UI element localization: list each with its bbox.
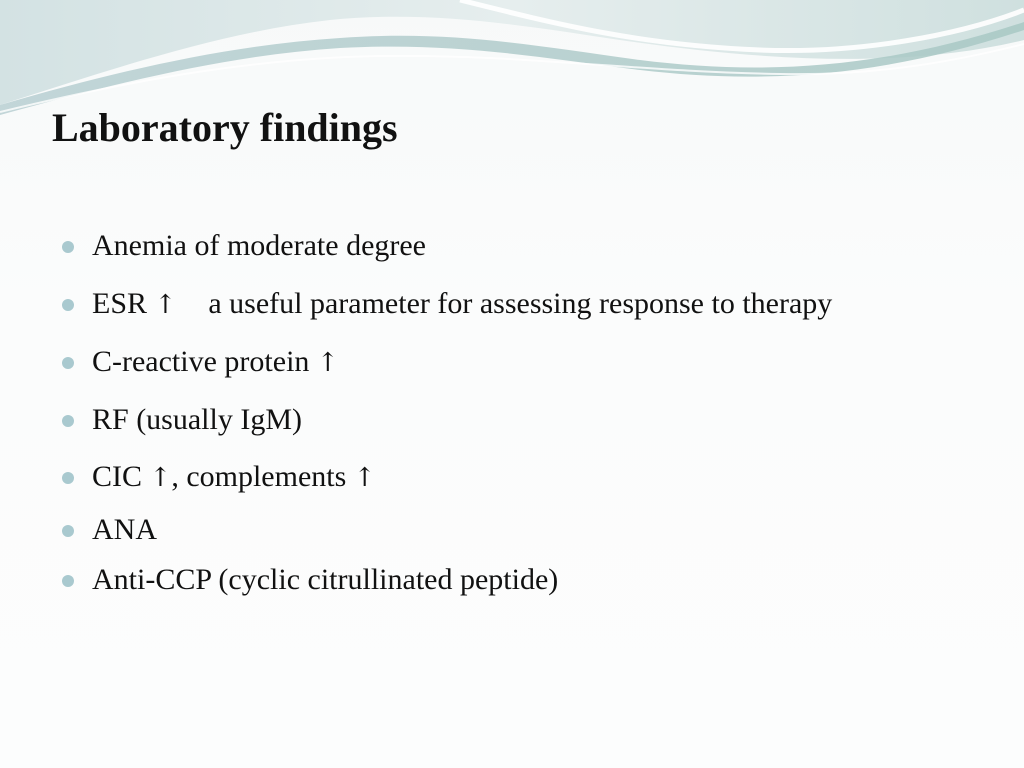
up-arrow-icon: ↑ xyxy=(149,463,172,493)
list-item-note: a useful parameter for assessing response to therapy xyxy=(208,287,833,320)
up-arrow-icon: ↑ xyxy=(154,290,177,320)
list-item-text: Anti-CCP (cyclic citrullinated peptide) xyxy=(92,563,559,596)
list-item-text: ANA xyxy=(92,513,157,546)
bullet-dot-icon xyxy=(62,241,74,253)
list-item-text xyxy=(92,284,832,325)
up-arrow-icon: ↑ xyxy=(353,463,376,493)
bullet-dot-icon xyxy=(62,525,74,537)
list-item-label: CIC xyxy=(92,460,143,493)
list-item-label: C-reactive protein xyxy=(92,345,310,378)
list-item-label: , complements xyxy=(171,460,347,493)
bullet-dot-icon xyxy=(62,357,74,369)
list-item-label: ESR xyxy=(92,287,148,320)
bullet-dot-icon xyxy=(62,575,74,587)
list-item-text xyxy=(92,342,339,383)
list-item-text: RF (usually IgM) xyxy=(92,403,302,436)
page-title: Laboratory findings xyxy=(52,105,398,150)
bullet-dot-icon xyxy=(62,472,74,484)
up-arrow-icon: ↑ xyxy=(316,348,339,378)
list-item-text xyxy=(92,457,376,498)
bullet-dot-icon xyxy=(62,415,74,427)
list-item-text: Anemia of moderate degree xyxy=(92,229,426,262)
bullet-dot-icon xyxy=(62,299,74,311)
